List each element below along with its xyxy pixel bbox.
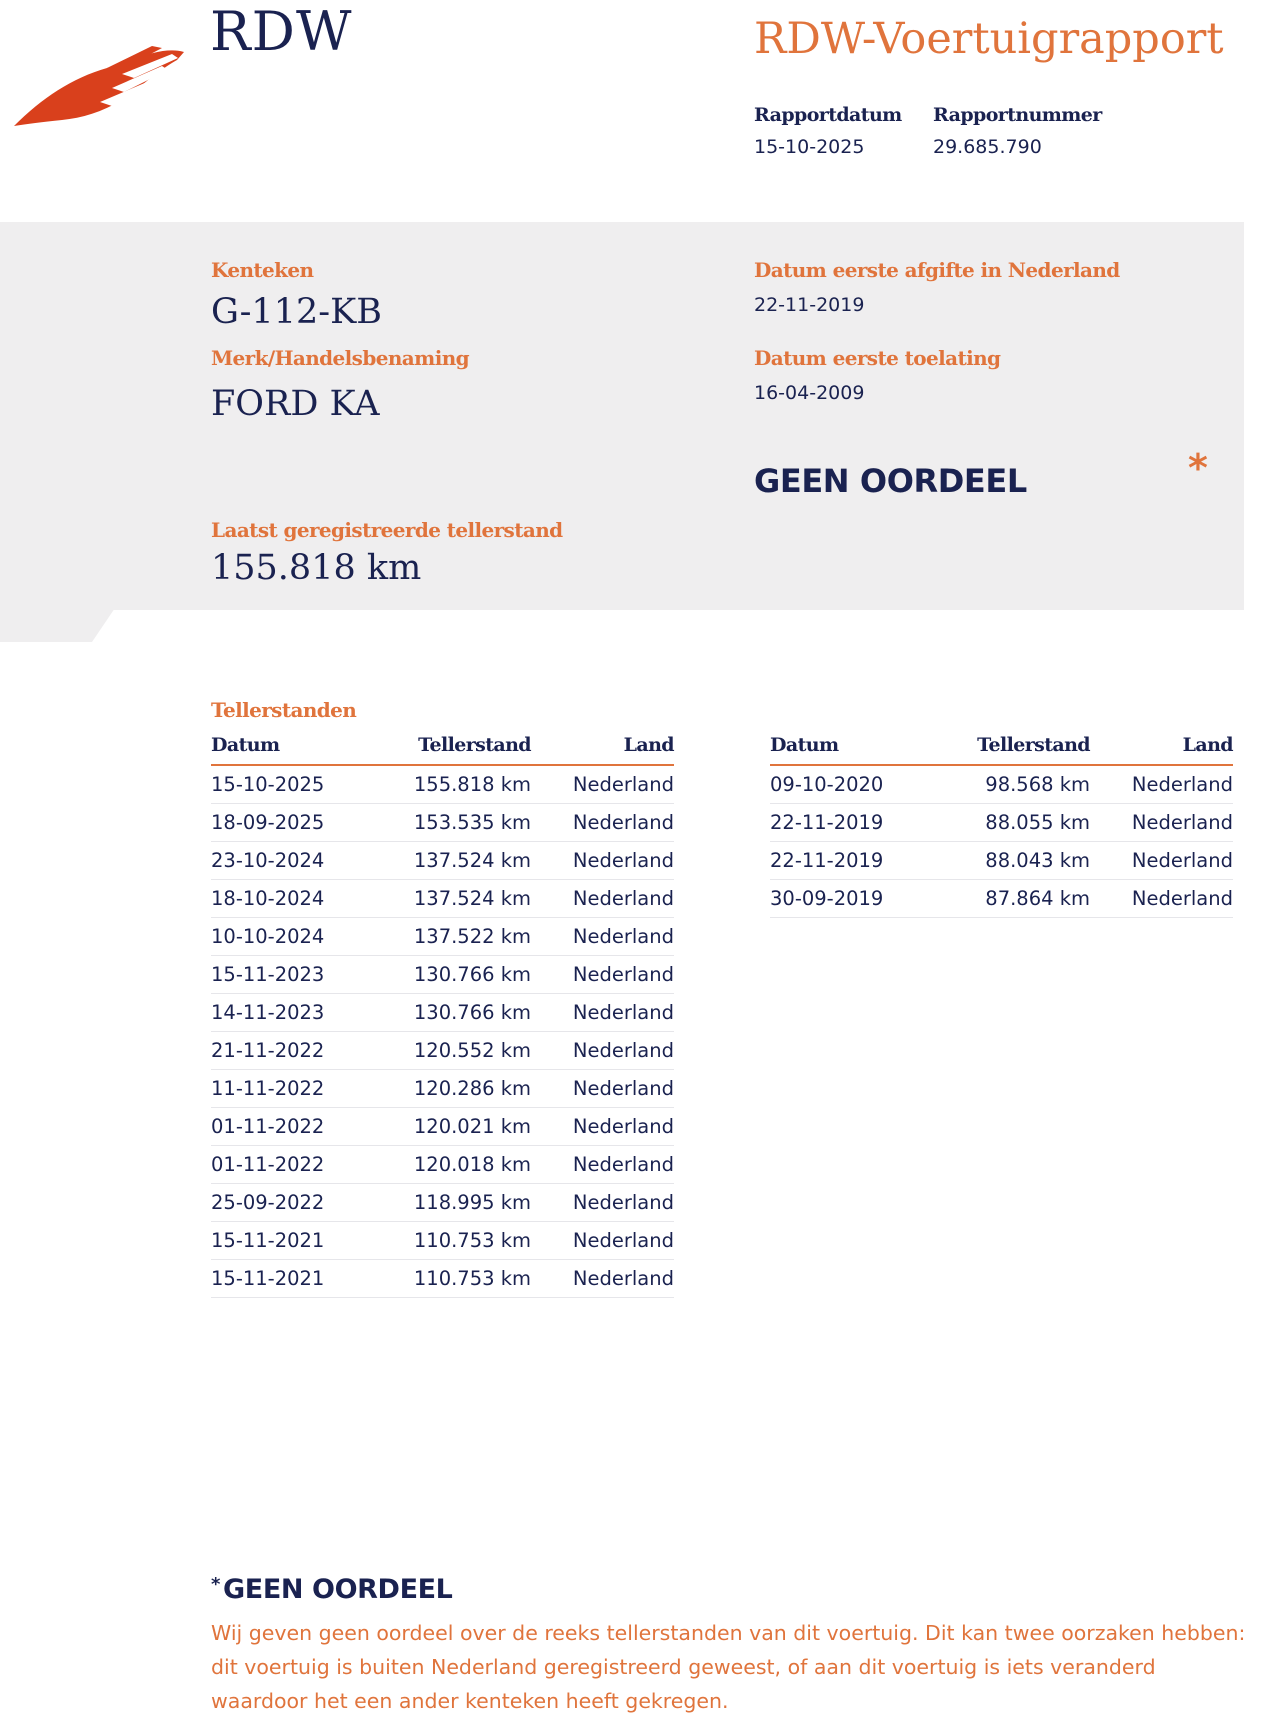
row-country: Nederland — [531, 880, 674, 918]
table-row — [770, 880, 1233, 918]
row-country: Nederland — [1090, 804, 1233, 842]
table-row — [211, 765, 674, 804]
row-odometer: 120.018 km — [381, 1146, 531, 1184]
first-admission-label: Datum eerste toelating — [754, 346, 1001, 370]
note-asterisk: * — [211, 1574, 221, 1595]
row-date: 23-10-2024 — [211, 842, 381, 880]
row-country: Nederland — [531, 1260, 674, 1298]
row-date: 21-11-2022 — [211, 1032, 381, 1070]
report-number: 29.685.790 — [933, 136, 1042, 158]
row-date: 30-09-2019 — [770, 880, 940, 918]
org-name: RDW — [210, 0, 353, 63]
row-country: Nederland — [531, 1108, 674, 1146]
odometer-section-title: Tellerstanden — [211, 698, 357, 722]
first-admission-date: 16-04-2009 — [754, 382, 865, 404]
row-odometer: 137.524 km — [381, 842, 531, 880]
row-date: 15-11-2023 — [211, 956, 381, 994]
table-row — [211, 918, 674, 956]
row-date: 22-11-2019 — [770, 842, 940, 880]
col-header-date: Datum — [211, 730, 381, 765]
table-row — [211, 880, 674, 918]
last-odometer-label: Laatst geregistreerde tellerstand — [211, 518, 563, 542]
row-odometer: 118.995 km — [381, 1184, 531, 1222]
row-odometer: 110.753 km — [381, 1222, 531, 1260]
table-row — [211, 1260, 674, 1298]
row-country: Nederland — [531, 842, 674, 880]
row-odometer: 130.766 km — [381, 994, 531, 1032]
row-odometer: 88.043 km — [940, 842, 1090, 880]
col-header-odometer: Tellerstand — [381, 730, 531, 765]
note-text: Wij geven geen oordeel over de reeks tellerstanden van dit voertuig. Dit kan twee oorzaken hebben: dit voertuig is buiten Nederland geregistreerd geweest, of aan dit voertuig is iets veranderd waardoor het een ander kenteken heeft gekregen. — [211, 1621, 1246, 1713]
row-date: 11-11-2022 — [211, 1070, 381, 1108]
rdw-logo-icon — [12, 38, 187, 128]
row-odometer: 88.055 km — [940, 804, 1090, 842]
row-date: 18-09-2025 — [211, 804, 381, 842]
table-row — [211, 804, 674, 842]
row-country: Nederland — [1090, 765, 1233, 804]
row-odometer: 137.522 km — [381, 918, 531, 956]
plate-value: G-112-KB — [211, 292, 382, 332]
table-row — [211, 1222, 674, 1260]
make-label: Merk/Handelsbenaming — [211, 346, 470, 370]
table-row — [211, 842, 674, 880]
col-header-country: Land — [1090, 730, 1233, 765]
row-date: 14-11-2023 — [211, 994, 381, 1032]
note-heading-text: GEEN OORDEEL — [223, 1574, 453, 1605]
report-date-label: Rapportdatum — [754, 104, 902, 126]
row-odometer: 153.535 km — [381, 804, 531, 842]
row-country: Nederland — [531, 1184, 674, 1222]
report-title: RDW-Voertuigrapport — [754, 14, 1224, 64]
row-country: Nederland — [531, 1070, 674, 1108]
row-country: Nederland — [1090, 880, 1233, 918]
table-row — [770, 842, 1233, 880]
row-odometer: 120.552 km — [381, 1032, 531, 1070]
table-row — [211, 994, 674, 1032]
table-row — [211, 1184, 674, 1222]
row-odometer: 120.021 km — [381, 1108, 531, 1146]
table-row — [211, 956, 674, 994]
row-odometer: 87.864 km — [940, 880, 1090, 918]
row-country: Nederland — [531, 804, 674, 842]
note-heading — [211, 1574, 452, 1605]
col-header-country: Land — [531, 730, 674, 765]
table-row — [770, 804, 1233, 842]
row-country: Nederland — [531, 994, 674, 1032]
col-header-odometer: Tellerstand — [940, 730, 1090, 765]
row-date: 01-11-2022 — [211, 1146, 381, 1184]
row-country: Nederland — [531, 956, 674, 994]
row-odometer: 98.568 km — [940, 765, 1090, 804]
row-odometer: 137.524 km — [381, 880, 531, 918]
table-row — [770, 765, 1233, 804]
odometer-table-right — [770, 730, 1233, 918]
table-row — [211, 1108, 674, 1146]
row-country: Nederland — [1090, 842, 1233, 880]
row-date: 15-11-2021 — [211, 1260, 381, 1298]
verdict-asterisk: * — [1188, 446, 1208, 490]
make-value: FORD KA — [211, 384, 380, 424]
row-date: 09-10-2020 — [770, 765, 940, 804]
row-date: 15-11-2021 — [211, 1222, 381, 1260]
row-date: 25-09-2022 — [211, 1184, 381, 1222]
row-date: 01-11-2022 — [211, 1108, 381, 1146]
row-odometer: 130.766 km — [381, 956, 531, 994]
row-country: Nederland — [531, 765, 674, 804]
row-odometer: 120.286 km — [381, 1070, 531, 1108]
row-date: 18-10-2024 — [211, 880, 381, 918]
first-nl-date: 22-11-2019 — [754, 294, 865, 316]
table-row — [211, 1146, 674, 1184]
row-country: Nederland — [531, 1032, 674, 1070]
row-date: 22-11-2019 — [770, 804, 940, 842]
report-date: 15-10-2025 — [754, 136, 865, 158]
row-country: Nederland — [531, 1146, 674, 1184]
col-header-date: Datum — [770, 730, 940, 765]
row-odometer: 155.818 km — [381, 765, 531, 804]
table-row — [211, 1070, 674, 1108]
row-country: Nederland — [531, 918, 674, 956]
plate-label: Kenteken — [211, 258, 314, 282]
last-odometer-value: 155.818 km — [211, 548, 422, 588]
table-row — [211, 1032, 674, 1070]
panel-corner-decoration — [0, 608, 115, 642]
verdict-status: GEEN OORDEEL — [754, 462, 1027, 500]
first-nl-label: Datum eerste afgifte in Nederland — [754, 258, 1120, 282]
row-date: 10-10-2024 — [211, 918, 381, 956]
row-date: 15-10-2025 — [211, 765, 381, 804]
row-country: Nederland — [531, 1222, 674, 1260]
row-odometer: 110.753 km — [381, 1260, 531, 1298]
report-number-label: Rapportnummer — [933, 104, 1102, 126]
odometer-table-left — [211, 730, 674, 1298]
